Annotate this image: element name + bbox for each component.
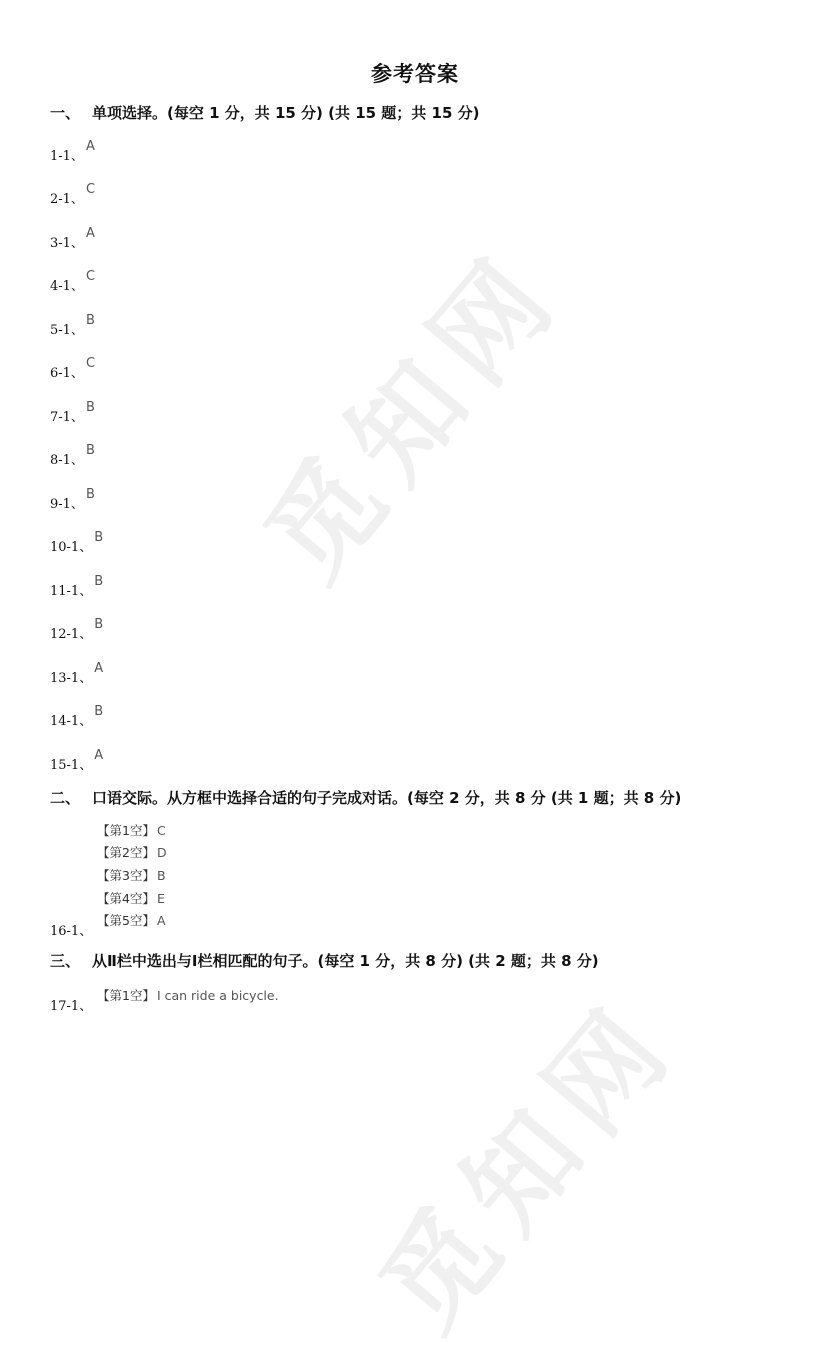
question-label: 5-1、 <box>50 323 84 338</box>
answer-row <box>50 704 104 729</box>
answer-value: B <box>85 400 95 415</box>
answer-value: B <box>85 313 95 328</box>
answer-row <box>50 748 104 773</box>
blank-answer <box>97 821 166 839</box>
answer-value: A <box>94 748 104 763</box>
answer-row <box>50 617 104 642</box>
section-heading-1 <box>50 102 479 123</box>
blank-answer <box>97 911 166 929</box>
answer-row <box>50 356 96 381</box>
blank-tag: 【第1空】 <box>97 823 155 838</box>
answer-row <box>50 487 95 512</box>
answer-row <box>50 313 95 338</box>
answer-value: B <box>85 487 95 502</box>
question-label: 8-1、 <box>50 453 84 468</box>
watermark-bottom: 觅知网 <box>356 976 702 1354</box>
blank-tag: 【第1空】 <box>97 988 155 1003</box>
answer-value: A <box>85 226 95 241</box>
question-label: 11-1、 <box>50 584 93 599</box>
answer-value: A <box>94 661 104 676</box>
blank-value: I can ride a bicycle. <box>156 988 279 1003</box>
section-heading-3 <box>50 950 599 971</box>
section-number: 三、 <box>50 952 81 970</box>
answer-row <box>50 443 95 468</box>
question-label-17: 17-1、 <box>50 999 93 1014</box>
watermark: 觅知网 <box>241 226 587 604</box>
answer-row <box>50 139 95 164</box>
blank-value: D <box>156 845 167 860</box>
blank-value: A <box>156 913 166 928</box>
section-text: 口语交际。从方框中选择合适的句子完成对话。(每空 2 分，共 8 分 (共 1 题；共 8 分) <box>92 789 682 807</box>
blank-answer <box>97 986 279 1004</box>
answer-value: C <box>85 182 96 197</box>
blank-tag: 【第4空】 <box>97 891 155 906</box>
answer-row <box>50 661 104 686</box>
answer-value: C <box>85 356 96 371</box>
answer-value: B <box>94 617 104 632</box>
blank-answer <box>97 889 165 907</box>
answer-row <box>50 400 95 425</box>
section-number: 二、 <box>50 789 81 807</box>
question-label: 13-1、 <box>50 671 93 686</box>
question-label: 15-1、 <box>50 758 93 773</box>
question-label: 1-1、 <box>50 149 84 164</box>
answer-value: B <box>94 704 104 719</box>
answer-row <box>50 574 104 599</box>
section-number: 一、 <box>50 104 81 122</box>
answer-row <box>50 530 104 555</box>
question-label: 7-1、 <box>50 410 84 425</box>
answer-row <box>50 226 95 251</box>
question-label: 14-1、 <box>50 714 93 729</box>
blank-value: B <box>156 868 166 883</box>
question-label: 6-1、 <box>50 366 84 381</box>
page-title: 参考答案 <box>371 62 459 86</box>
answer-value: B <box>94 574 104 589</box>
blank-tag: 【第2空】 <box>97 845 155 860</box>
answer-value: A <box>85 139 95 154</box>
question-label: 9-1、 <box>50 497 84 512</box>
question-label: 4-1、 <box>50 279 84 294</box>
question-label: 2-1、 <box>50 192 84 207</box>
answer-row <box>50 269 96 294</box>
section-text: 从Ⅱ栏中选出与Ⅰ栏相匹配的句子。(每空 1 分，共 8 分) (共 2 题；共 8 分) <box>92 952 599 970</box>
blank-answer <box>97 843 167 861</box>
question-label: 12-1、 <box>50 627 93 642</box>
question-label: 3-1、 <box>50 236 84 251</box>
blank-tag: 【第3空】 <box>97 868 155 883</box>
blank-tag: 【第5空】 <box>97 913 155 928</box>
blank-value: E <box>156 891 165 906</box>
answer-value: B <box>94 530 104 545</box>
answer-value: B <box>85 443 95 458</box>
blank-answer <box>97 866 166 884</box>
section-text: 单项选择。(每空 1 分，共 15 分) (共 15 题；共 15 分) <box>92 104 480 122</box>
answer-value: C <box>85 269 96 284</box>
blank-value: C <box>156 823 166 838</box>
question-label-16: 16-1、 <box>50 924 93 939</box>
question-label: 10-1、 <box>50 540 93 555</box>
section-heading-2 <box>50 787 681 808</box>
answer-row <box>50 182 96 207</box>
